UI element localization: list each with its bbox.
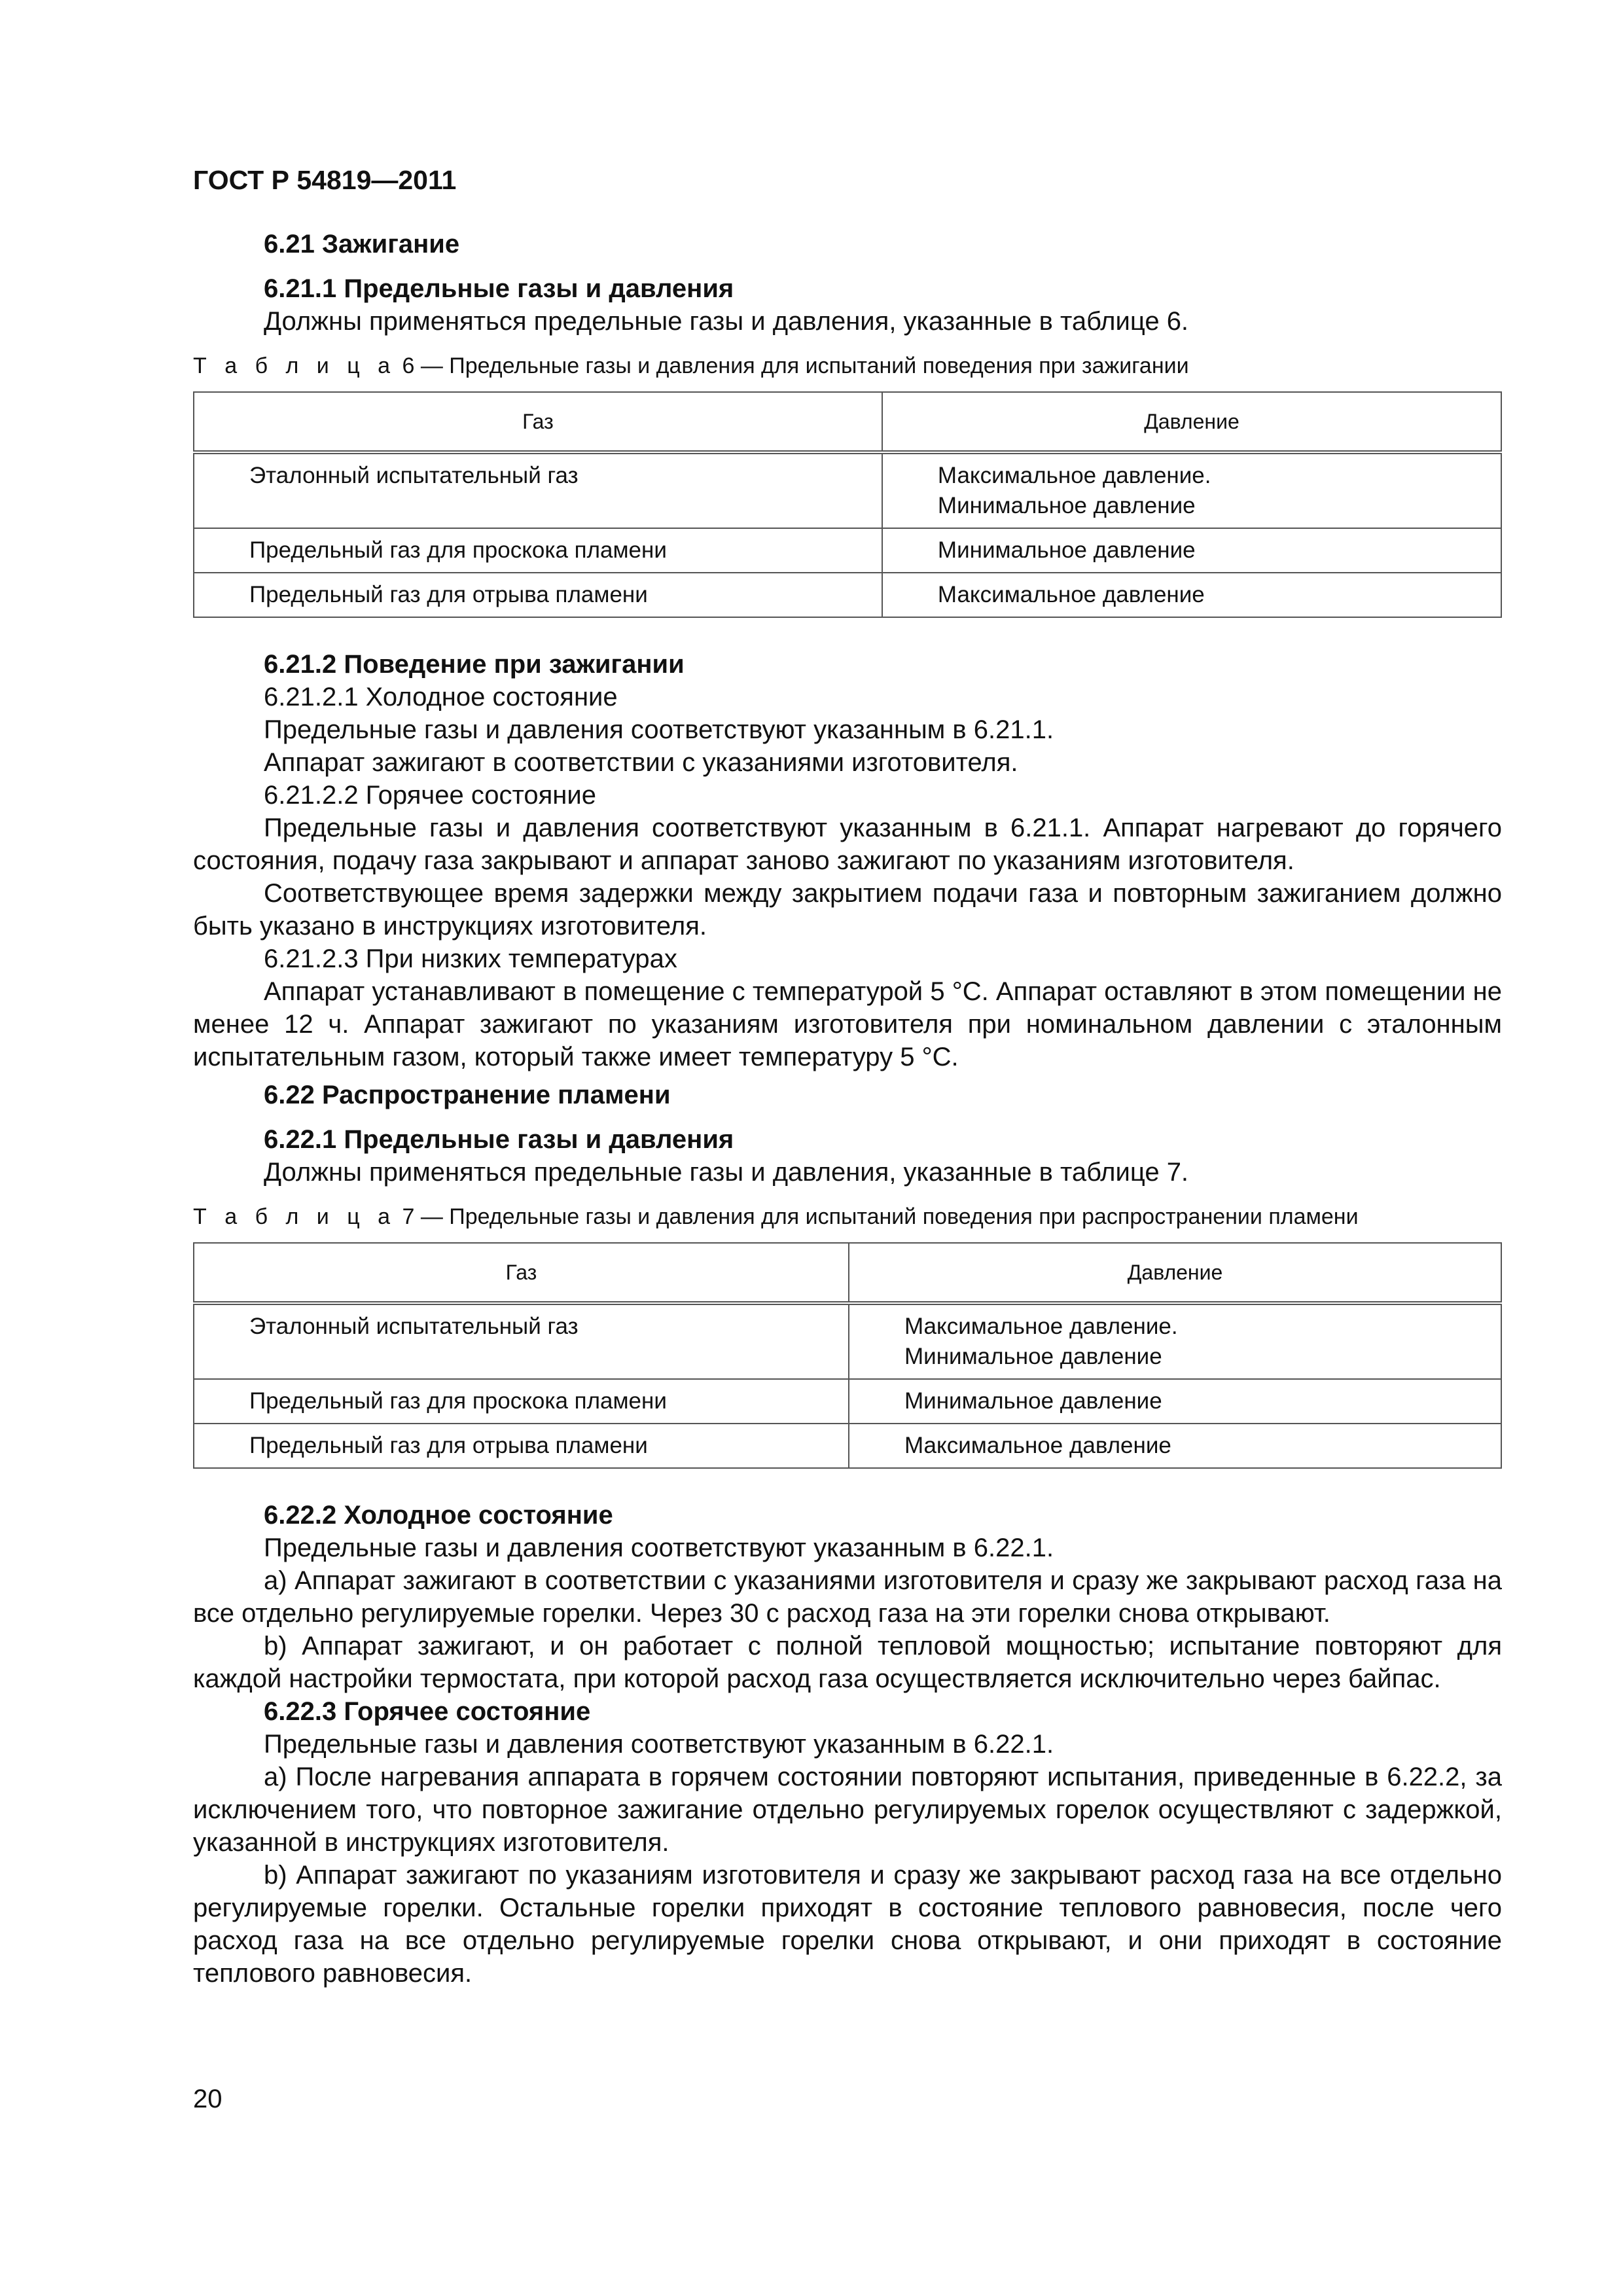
table-row	[194, 1379, 1501, 1424]
table-6-caption-prefix: Т а б л и ц а	[193, 353, 397, 378]
pressure-line: Минимальное давление	[937, 493, 1196, 518]
paragraph: Соответствующее время задержки между закрытием подачи газа и повторным зажиганием должно быть указано в инструкциях изготовителя.	[193, 879, 1502, 941]
paragraph: Предельные газы и давления соответствуют указанным в 6.21.1.	[264, 715, 1054, 744]
clause-6-21-2-1-title: 6.21.2.1 Холодное состояние	[264, 683, 618, 711]
section-6-21-2-heading: 6.21.2 Поведение при зажигании	[264, 650, 685, 679]
clause-6-21-2-3-title: 6.21.2.3 При низких температурах	[264, 944, 677, 973]
list-item-a: а) Аппарат зажигают в соответствии с указаниями изготовителя и сразу же закрывают расход газа на все отдельно регулируемые горелки. Через 30 с расход газа на эти горелки снова открывают.	[193, 1566, 1502, 1628]
clause-6-21-2-2-title: 6.21.2.2 Горячее состояние	[264, 781, 596, 810]
section-6-22-3-heading: 6.22.3 Горячее состояние	[264, 1697, 591, 1726]
table-7-caption-text: 7 — Предельные газы и давления для испытаний поведения при распространении пламени	[402, 1204, 1359, 1229]
table-row	[194, 573, 1501, 617]
column-header-pressure: Давление	[849, 1243, 1501, 1303]
table-row	[194, 452, 1501, 528]
paragraph: Предельные газы и давления соответствуют указанным в 6.22.1.	[264, 1730, 1054, 1759]
pressure-cell: Максимальное давление	[849, 1424, 1501, 1468]
page-number: 20	[193, 2085, 223, 2113]
table-6	[193, 391, 1502, 618]
table-6-caption-text: 6 — Предельные газы и давления для испытаний поведения при зажигании	[402, 353, 1189, 378]
paragraph: Предельные газы и давления соответствуют указанным в 6.22.1.	[264, 1534, 1054, 1562]
table-7-caption	[193, 1203, 1502, 1230]
pressure-line: Минимальное давление	[904, 1344, 1162, 1369]
table-row	[194, 1303, 1501, 1379]
gas-cell: Предельный газ для отрыва пламени	[194, 573, 882, 617]
section-6-22-2-heading: 6.22.2 Холодное состояние	[264, 1501, 613, 1530]
section-6-21-1-heading: 6.21.1 Предельные газы и давления	[264, 274, 734, 303]
pressure-cell: Минимальное давление	[849, 1379, 1501, 1424]
gas-cell: Эталонный испытательный газ	[194, 452, 882, 528]
table-header-row	[194, 392, 1501, 452]
section-6-22-heading: 6.22 Распространение пламени	[264, 1081, 671, 1109]
section-6-21-heading: 6.21 Зажигание	[264, 230, 460, 259]
gas-cell: Эталонный испытательный газ	[194, 1303, 849, 1379]
table-7-caption-prefix: Т а б л и ц а	[193, 1204, 397, 1229]
list-item-b: b) Аппарат зажигают, и он работает с полной тепловой мощностью; испытание повторяют для каждой настройки термостата, при которой расход газа осуществляется исключительно через байпас.	[193, 1632, 1502, 1693]
table-6-caption	[193, 352, 1502, 380]
pressure-line: Максимальное давление.	[937, 463, 1211, 488]
table-header-row	[194, 1243, 1501, 1303]
list-item-b: b) Аппарат зажигают по указаниям изготовителя и сразу же закрывают расход газа на все отдельно регулируемые горелки. Остальные горелки приходят в состояние теплового равновесия, после чего расход газа на все отдельно регулируемые горелки снова открывают, и они приходят в состояние теплового равновесия.	[193, 1861, 1502, 1988]
column-header-pressure: Давление	[882, 392, 1501, 452]
section-6-21-1-text: Должны применяться предельные газы и давления, указанные в таблице 6.	[264, 307, 1189, 336]
gas-cell: Предельный газ для отрыва пламени	[194, 1424, 849, 1468]
pressure-cell: Максимальное давление	[882, 573, 1501, 617]
document-body	[193, 228, 1502, 1990]
paragraph: Аппарат зажигают в соответствии с указаниями изготовителя.	[264, 748, 1018, 777]
gas-cell: Предельный газ для проскока пламени	[194, 1379, 849, 1424]
pressure-cell: Минимальное давление	[882, 528, 1501, 573]
pressure-cell	[882, 452, 1501, 528]
pressure-line: Максимальное давление.	[904, 1314, 1178, 1339]
document-header: ГОСТ Р 54819—2011	[193, 165, 457, 195]
column-header-gas: Газ	[194, 1243, 849, 1303]
table-row	[194, 1424, 1501, 1468]
pressure-cell	[849, 1303, 1501, 1379]
gas-cell: Предельный газ для проскока пламени	[194, 528, 882, 573]
section-6-22-1-text: Должны применяться предельные газы и давления, указанные в таблице 7.	[264, 1158, 1189, 1187]
paragraph: Предельные газы и давления соответствуют указанным в 6.21.1. Аппарат нагревают до горячего состояния, подачу газа закрывают и аппарат заново зажигают по указаниям изготовителя.	[193, 814, 1502, 875]
column-header-gas: Газ	[194, 392, 882, 452]
paragraph: Аппарат устанавливают в помещение с температурой 5 °С. Аппарат оставляют в этом помещении не менее 12 ч. Аппарат зажигают по указаниям изготовителя при номинальном давлении с эталонным испытательным газом, который также имеет температуру 5 °С.	[193, 977, 1502, 1071]
table-7	[193, 1242, 1502, 1469]
table-row	[194, 528, 1501, 573]
list-item-a: а) После нагревания аппарата в горячем состоянии повторяют испытания, приведенные в 6.22.2, за исключением того, что повторное зажигание отдельно регулируемых горелок осуществляют с задержкой, указанной в инструкциях изготовителя.	[193, 1763, 1502, 1857]
section-6-22-1-heading: 6.22.1 Предельные газы и давления	[264, 1125, 734, 1154]
